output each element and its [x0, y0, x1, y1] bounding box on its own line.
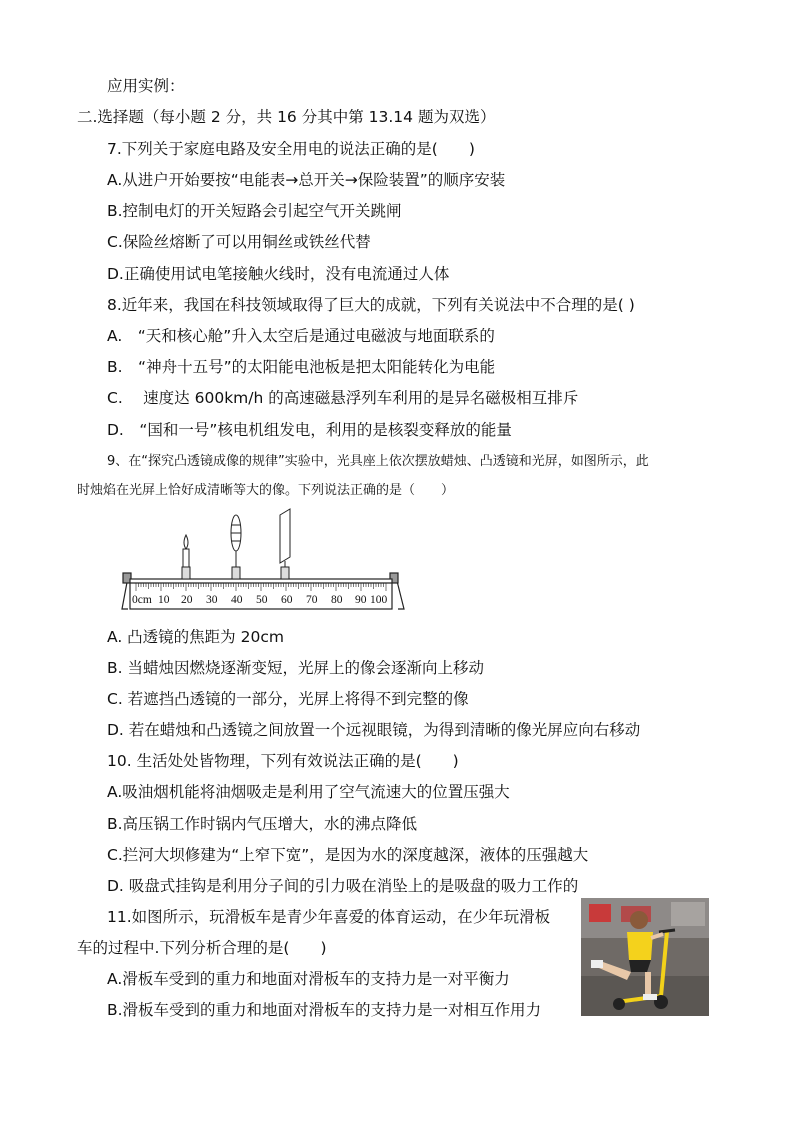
q10-option-d: D. 吸盘式挂钩是利用分子间的引力吸在消坠上的是吸盘的吸力工作的	[107, 877, 579, 895]
ruler-label-90: 90	[355, 594, 367, 606]
q7-option-c: C.保险丝熔断了可以用铜丝或铁丝代替	[107, 233, 371, 251]
q11-stem-line1: 11.如图所示，玩滑板车是青少年喜爱的体育运动，在少年玩滑板	[107, 908, 551, 926]
q9-stem-line1: 9、在“探究凸透镜成像的规律”实验中，光具座上依次摆放蜡烛、凸透镜和光屏，如图所示，此	[107, 454, 649, 469]
q10-option-b: B.高压锅工作时锅内气压增大，水的沸点降低	[107, 815, 418, 833]
section-heading-prev: 应用实例：	[107, 77, 185, 95]
q11-stem-line2: 车的过程中.下列分析合理的是( )	[77, 939, 327, 957]
q9-stem-line2: 时烛焰在光屏上恰好成清晰等大的像。下列说法正确的是（ ）	[77, 483, 455, 498]
ruler-label-100: 100	[370, 594, 388, 606]
section-title: 二.选择题（每小题 2 分，共 16 分其中第 13.14 题为双选）	[77, 108, 496, 126]
q9-option-b: B. 当蜡烛因燃烧逐渐变短，光屏上的像会逐渐向上移动	[107, 659, 484, 677]
ruler-label-10: 10	[158, 594, 170, 606]
light-screen	[280, 509, 290, 579]
q10-option-c: C.拦河大坝修建为“上窄下宽”，是因为水的深度越深，液体的压强越大	[107, 846, 589, 864]
q8-option-a: A. “天和核心舱”升入太空后是通过电磁波与地面联系的	[107, 327, 495, 345]
q10-option-a: A.吸油烟机能将油烟吸走是利用了空气流速大的位置压强大	[107, 783, 510, 801]
ruler-label-0: 0cm	[132, 594, 152, 606]
q9-option-d: D. 若在蜡烛和凸透镜之间放置一个远视眼镜，为得到清晰的像光屏应向右移动	[107, 721, 641, 739]
q7-option-d: D.正确使用试电笔接触火线时，没有电流通过人体	[107, 265, 450, 283]
q8-option-b: B. “神舟十五号”的太阳能电池板是把太阳能转化为电能	[107, 358, 496, 376]
ruler-label-40: 40	[231, 594, 243, 606]
q7-option-a: A.从进户开始要按“电能表→总开关→保险装置”的顺序安装	[107, 171, 506, 189]
q8-stem: 8.近年来，我国在科技领域取得了巨大的成就，下列有关说法中不合理的是( )	[107, 296, 635, 314]
q9-option-c: C. 若遮挡凸透镜的一部分，光屏上将得不到完整的像	[107, 690, 469, 708]
convex-lens	[231, 515, 241, 579]
q10-stem: 10. 生活处处皆物理，下列有效说法正确的是( )	[107, 752, 459, 770]
scooter-boy-photo	[581, 898, 709, 1016]
optical-bench-figure	[120, 505, 410, 615]
q8-option-d: D. “国和一号”核电机组发电，利用的是核裂变释放的能量	[107, 421, 512, 439]
ruler-label-80: 80	[331, 594, 343, 606]
q11-option-b: B.滑板车受到的重力和地面对滑板车的支持力是一对相互作用力	[107, 1001, 542, 1019]
q8-option-c: C. 速度达 600km/h 的高速磁悬浮列车利用的是异名磁极相互排斥	[107, 389, 579, 407]
q7-option-b: B.控制电灯的开关短路会引起空气开关跳闸	[107, 202, 402, 220]
ruler-label-30: 30	[206, 594, 218, 606]
ruler-label-50: 50	[256, 594, 268, 606]
q7-stem: 7.下列关于家庭电路及安全用电的说法正确的是( )	[107, 140, 475, 158]
candle	[182, 535, 190, 579]
q11-option-a: A.滑板车受到的重力和地面对滑板车的支持力是一对平衡力	[107, 970, 510, 988]
ruler-label-60: 60	[281, 594, 293, 606]
ruler-label-70: 70	[306, 594, 318, 606]
ruler-label-20: 20	[181, 594, 193, 606]
q9-option-a: A. 凸透镜的焦距为 20cm	[107, 628, 284, 646]
